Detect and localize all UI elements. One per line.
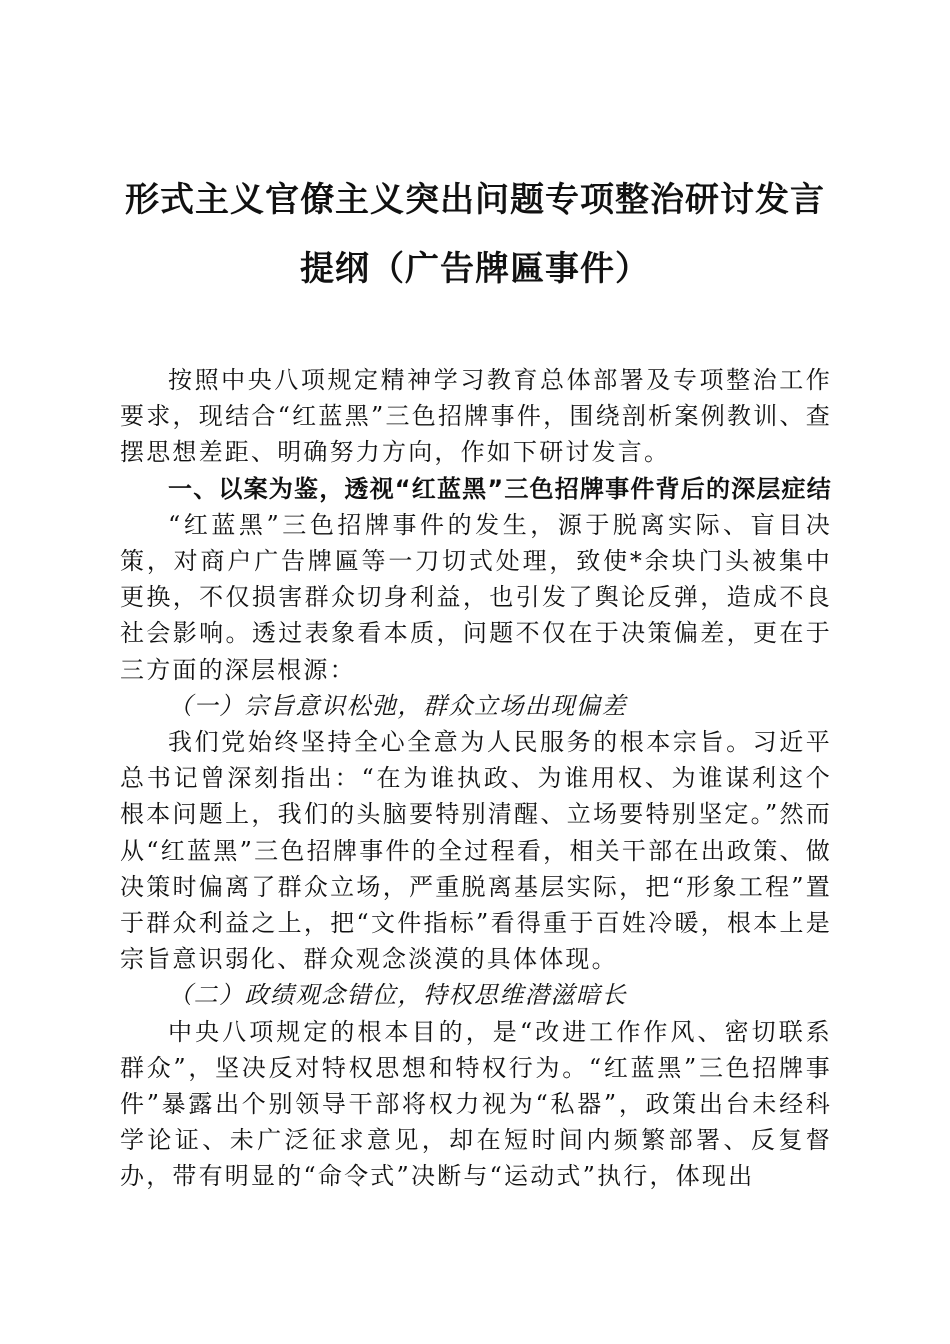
body-paragraph: 中央八项规定的根本目的，是“改进工作作风、密切联系群众”，坚决反对特权思想和特权行为。“红蓝黑”三色招牌事件”暴露出个别领导干部将权力视为“私器”，政策出台未经科学论证、未广泛征求意见，却在短时间内频繁部署、反复督办，带有明显的“命令式”决断与“运动式”执行，体现出 bbox=[120, 1017, 832, 1191]
document-body bbox=[120, 362, 832, 1195]
subsection-heading-2: （二）政绩观念错位，特权思维潜滋暗长 bbox=[168, 981, 627, 1010]
subsection-heading-1: （一）宗旨意识松弛，群众立场出现偏差 bbox=[168, 691, 627, 720]
section-heading-1: 一、以案为鉴，透视“红蓝黑”三色招牌事件背后的深层症结 bbox=[168, 474, 832, 503]
body-paragraph: “红蓝黑”三色招牌事件的发生，源于脱离实际、盲目决策，对商户广告牌匾等一刀切式处理，致使*余块门头被集中更换，不仅损害群众切身利益，也引发了舆论反弹，造成不良社会影响。透过表象看本质，问题不仅在于决策偏差，更在于三方面的深层根源： bbox=[120, 510, 832, 684]
intro-paragraph: 按照中央八项规定精神学习教育总体部署及专项整治工作要求，现结合“红蓝黑”三色招牌事件，围绕剖析案例教训、查摆思想差距、明确努力方向，作如下研讨发言。 bbox=[120, 366, 832, 467]
body-paragraph: 我们党始终坚持全心全意为人民服务的根本宗旨。习近平总书记曾深刻指出：“在为谁执政、为谁用权、为谁谋利这个根本问题上，我们的头脑要特别清醒、立场要特别坚定。”然而从“红蓝黑”三色招牌事件的全过程看，相关干部在出政策、做决策时偏离了群众立场，严重脱离基层实际，把“形象工程”置于群众利益之上，把“文件指标”看得重于百姓冷暖，根本上是宗旨意识弱化、群众观念淡漠的具体体现。 bbox=[120, 728, 832, 974]
document-title-line-2: 提纲（广告牌匾事件） bbox=[300, 249, 650, 289]
document-title-line-1: 形式主义官僚主义突出问题专项整治研讨发言 bbox=[125, 180, 825, 220]
